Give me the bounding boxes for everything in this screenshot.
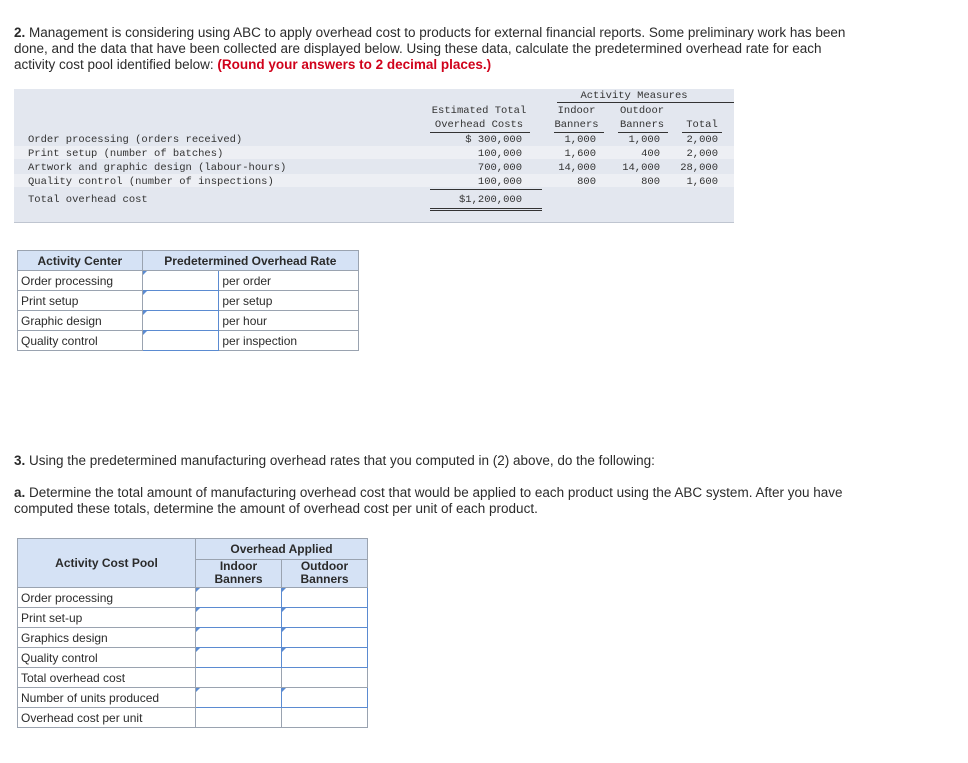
applied-input-cell	[282, 628, 368, 648]
question-2-number: 2.	[14, 25, 26, 40]
rate-row-label: Graphic design	[18, 311, 143, 331]
question-2-body: Management is considering using ABC to apply overhead cost to products for external financial reports. Some preliminary work has been done, and the data that have been collected are displayed below. Using these data, calculate the predetermined overhead rate for each activity cost pool identified below:	[14, 25, 846, 72]
total-outdoor-cell	[282, 668, 368, 688]
question-2-text	[14, 25, 864, 73]
total-indoor-cell	[196, 668, 282, 688]
applied-input-cell	[196, 628, 282, 648]
applied-input-cell	[196, 648, 282, 668]
data-row-label: Artwork and graphic design (labour-hours)	[28, 162, 287, 174]
order-processing-indoor-input[interactable]	[196, 589, 281, 606]
data-row-outdoor: 14,000	[622, 162, 660, 174]
print-setup-indoor-input[interactable]	[196, 609, 281, 626]
rate-unit: per hour	[219, 311, 359, 331]
est-total-header-1: Estimated Total	[431, 105, 527, 117]
data-row-outdoor: 400	[641, 148, 660, 160]
rate-input-cell	[142, 271, 219, 291]
data-row-indoor: 14,000	[558, 162, 596, 174]
question-3-number: 3.	[14, 453, 26, 468]
indoor-header-1: Indoor	[557, 105, 596, 117]
data-row-label: Order processing (orders received)	[28, 134, 243, 146]
quality-control-rate-input[interactable]	[143, 332, 219, 349]
data-row-total: 1,600	[686, 176, 718, 188]
overhead-applied-table	[17, 538, 368, 728]
activity-center-header: Activity Center	[18, 251, 143, 271]
data-row-label: Quality control (number of inspections)	[28, 176, 274, 188]
applied-input-cell	[282, 648, 368, 668]
total-header: Total	[686, 119, 718, 131]
applied-input-cell	[196, 588, 282, 608]
indoor-banners-header: Indoor Banners	[196, 559, 282, 587]
quality-control-outdoor-input[interactable]	[282, 649, 367, 666]
rate-row-label: Print setup	[18, 291, 143, 311]
cost-sum-rule	[430, 189, 542, 190]
rate-input-cell	[142, 291, 219, 311]
per-unit-row-label: Overhead cost per unit	[18, 708, 196, 728]
rounding-instruction: (Round your answers to 2 decimal places.)	[217, 57, 492, 72]
activity-cost-pool-header: Activity Cost Pool	[18, 539, 196, 588]
question-3a-body: Determine the total amount of manufacturing overhead cost that would be applied to each product using the ABC system. After you have computed these totals, determine the amount of overhead cost per unit of each product.	[14, 485, 843, 516]
activity-measures-header: Activity Measures	[580, 90, 688, 102]
applied-input-cell	[196, 608, 282, 628]
outdoor-header-2: Banners	[619, 119, 665, 131]
pool-row-label: Order processing	[18, 588, 196, 608]
units-outdoor-input[interactable]	[282, 689, 367, 706]
units-indoor-input[interactable]	[196, 689, 281, 706]
data-row-cost: 100,000	[477, 148, 522, 160]
per-unit-indoor-cell	[196, 708, 282, 728]
pool-row-label: Graphics design	[18, 628, 196, 648]
total-overhead-label: Total overhead cost	[28, 194, 148, 206]
graphics-design-outdoor-input[interactable]	[282, 629, 367, 646]
graphic-design-rate-input[interactable]	[143, 312, 219, 329]
question-3-body: Using the predetermined manufacturing overhead rates that you computed in (2) above, do the following:	[25, 453, 655, 468]
data-row-cost: 700,000	[477, 162, 522, 174]
question-3-text	[14, 453, 864, 469]
rate-unit: per setup	[219, 291, 359, 311]
rate-input-cell	[142, 331, 219, 351]
data-row-cost: $ 300,000	[465, 134, 522, 146]
activity-measures-rule	[557, 102, 734, 103]
rate-row-label: Order processing	[18, 271, 143, 291]
activity-data-panel	[14, 89, 734, 223]
overhead-applied-header: Overhead Applied	[196, 539, 368, 560]
data-row-indoor: 800	[577, 176, 596, 188]
rate-table	[17, 250, 359, 351]
rate-unit: per order	[219, 271, 359, 291]
data-row-total: 28,000	[680, 162, 718, 174]
data-row-indoor: 1,600	[564, 148, 596, 160]
double-rule-1	[430, 208, 542, 209]
outdoor-header-1: Outdoor	[619, 105, 665, 117]
outdoor-banners-header: Outdoor Banners	[282, 559, 368, 587]
applied-input-cell	[196, 688, 282, 708]
data-row-indoor: 1,000	[564, 134, 596, 146]
rate-row-label: Quality control	[18, 331, 143, 351]
rate-input-cell	[142, 311, 219, 331]
print-setup-outdoor-input[interactable]	[282, 609, 367, 626]
double-rule-2	[430, 210, 542, 211]
pool-row-label: Print set-up	[18, 608, 196, 628]
question-3a-text	[14, 485, 864, 517]
order-processing-rate-input[interactable]	[143, 272, 219, 289]
data-row-total: 2,000	[686, 134, 718, 146]
total-overhead-value: $1,200,000	[458, 194, 522, 206]
print-setup-rate-input[interactable]	[143, 292, 219, 309]
data-row-outdoor: 800	[641, 176, 660, 188]
est-total-header-2: Overhead Costs	[434, 119, 524, 131]
applied-input-cell	[282, 688, 368, 708]
units-produced-row-label: Number of units produced	[18, 688, 196, 708]
indoor-header-2: Banners	[554, 119, 599, 131]
data-row-total: 2,000	[686, 148, 718, 160]
per-unit-outdoor-cell	[282, 708, 368, 728]
order-processing-outdoor-input[interactable]	[282, 589, 367, 606]
total-overhead-row-label: Total overhead cost	[18, 668, 196, 688]
applied-input-cell	[282, 608, 368, 628]
graphics-design-indoor-input[interactable]	[196, 629, 281, 646]
data-row-cost: 100,000	[477, 176, 522, 188]
rate-unit: per inspection	[219, 331, 359, 351]
pool-row-label: Quality control	[18, 648, 196, 668]
applied-input-cell	[282, 588, 368, 608]
quality-control-indoor-input[interactable]	[196, 649, 281, 666]
question-3a-letter: a.	[14, 485, 26, 500]
data-row-outdoor: 1,000	[628, 134, 660, 146]
data-row-label: Print setup (number of batches)	[28, 148, 224, 160]
rate-header: Predetermined Overhead Rate	[142, 251, 358, 271]
